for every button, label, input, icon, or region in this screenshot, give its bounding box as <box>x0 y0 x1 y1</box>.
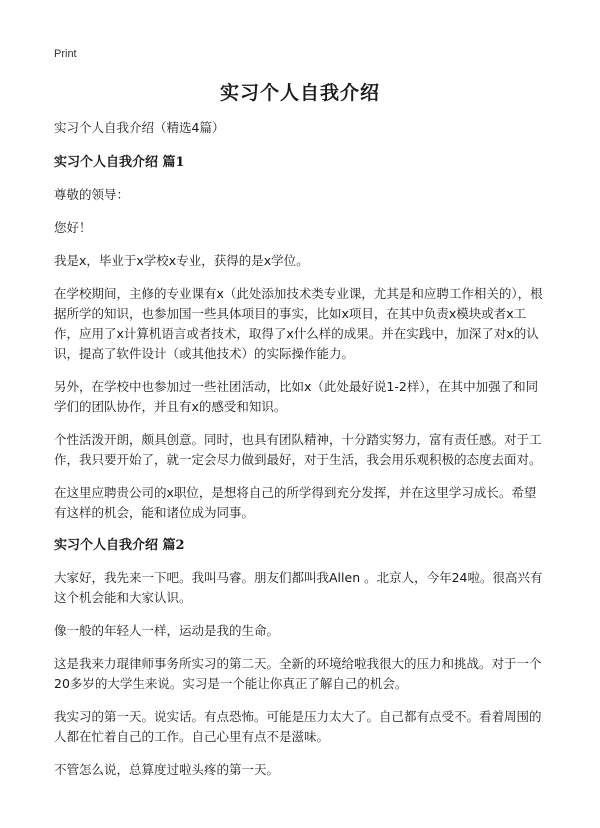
document-body <box>54 118 548 793</box>
paragraph: 这是我来力琨律师事务所实习的第二天。全新的环境给啦我很大的压力和挑战。对于一个20多岁的大学生来说。实习是一个能让你真正了解自己的机会。 <box>54 656 542 691</box>
paragraph: 大家好，我先来一下吧。我叫马睿。朋友们都叫我Allen 。北京人，今年24啦。很高兴有这个机会能和大家认识。 <box>54 570 543 605</box>
paragraph: 尊敬的领导： <box>54 187 130 202</box>
paragraph: 不管怎么说，总算度过啦头疼的第一天。 <box>54 762 280 777</box>
paragraph: 在学校期间，主修的专业课有x（此处添加技术类专业课，尤其是和应聘工作相关的），根据所学的知识，也参加国一些具体项目的事实，比如x项目，在其中负责x模块或者x工作，应用了x计算机语言或者技术，取得了x什么样的成果。并在实践中，加深了对x的认识，提高了软件设计（或其他技术）的实际操作能力。 <box>54 286 543 361</box>
paragraph: 另外，在学校中也参加过一些社团活动，比如x（此处最好说1-2样），在其中加强了和同学们的团队协作，并且有x的感受和知识。 <box>54 379 539 414</box>
paragraph: 在这里应聘贵公司的x职位，是想将自己的所学得到充分发挥，并在这里学习成长。希望有这样的机会，能和诸位成为同事。 <box>54 485 537 520</box>
section-heading-2: 实习个人自我介绍 篇2 <box>54 538 185 553</box>
print-label[interactable]: Print <box>54 48 77 60</box>
paragraph: 像一般的年轻人一样，运动是我的生命。 <box>54 623 280 638</box>
page-title: 实习个人自我介绍 <box>219 82 380 104</box>
section-heading-1: 实习个人自我介绍 篇1 <box>54 155 185 170</box>
paragraph: 个性活泼开朗，颇具创意。同时，也具有团队精神，十分踏实努力，富有责任感。对于工作，我只要开始了，就一定会尽力做到最好，对于生活，我会用乐观积极的态度去面对。 <box>54 432 542 467</box>
document-subtitle: 实习个人自我介绍（精选4篇） <box>54 120 225 135</box>
paragraph: 我是x，毕业于x学校x专业，获得的是x学位。 <box>54 253 309 268</box>
paragraph: 我实习的第一天。说实话。有点恐怖。可能是压力太大了。自己都有点受不。看着周围的人都在忙着自己的工作。自己心里有点不是滋味。 <box>54 709 542 744</box>
paragraph: 您好！ <box>54 220 92 235</box>
